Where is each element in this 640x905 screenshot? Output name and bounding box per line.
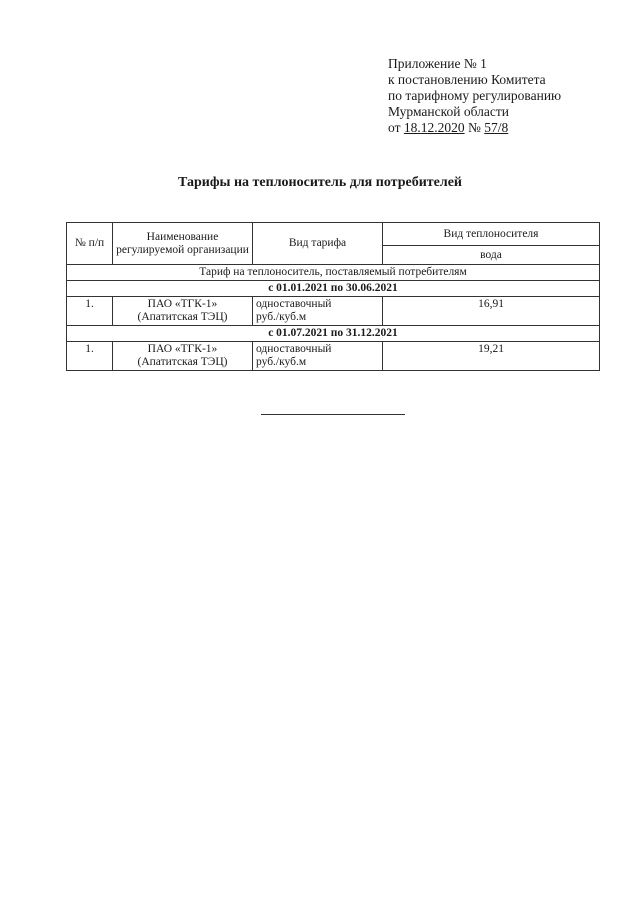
- appendix-line-1: Приложение № 1: [388, 56, 487, 71]
- row-org: [113, 297, 253, 326]
- table-row: [67, 297, 600, 326]
- period-label: с 01.07.2021 по 31.12.2021: [67, 326, 600, 342]
- header-tariff-type: Вид тарифа: [253, 223, 383, 265]
- header-org: Наименование регулируемой организации: [113, 223, 253, 265]
- appendix-line-3: по тарифному регулированию: [388, 88, 562, 103]
- table-row: [67, 342, 600, 371]
- number-prefix: №: [464, 120, 485, 135]
- row-org-name: ПАО «ТГК-1»: [147, 298, 218, 310]
- row-tariff-type: одноставочный: [256, 298, 332, 310]
- period-row: [67, 326, 600, 342]
- tariff-table: [66, 222, 600, 371]
- header-row: [67, 223, 600, 246]
- resolution-number: 57/8: [484, 120, 509, 135]
- appendix-line-4: Мурманской области: [388, 104, 509, 119]
- row-tariff: [253, 297, 383, 326]
- row-value: 16,91: [383, 297, 600, 326]
- row-org-name: ПАО «ТГК-1»: [147, 343, 218, 355]
- resolution-date: 18.12.2020: [403, 120, 465, 135]
- header-carrier: вода: [383, 246, 600, 265]
- header-carrier-type: Вид теплоносителя: [383, 223, 600, 246]
- row-tariff-type: одноставочный: [256, 343, 332, 355]
- header-num: № п/п: [67, 223, 113, 265]
- row-num: 1.: [67, 297, 113, 326]
- row-num: 1.: [67, 342, 113, 371]
- appendix-line-2: к постановлению Комитета: [388, 72, 546, 87]
- row-tariff-unit: руб./куб.м: [256, 356, 307, 368]
- row-org-branch: (Апатитская ТЭЦ): [137, 356, 228, 368]
- separator-line: [261, 414, 405, 415]
- appendix-block: [388, 56, 561, 136]
- appendix-date-line: [388, 120, 561, 136]
- row-tariff: [253, 342, 383, 371]
- row-tariff-unit: руб./куб.м: [256, 311, 307, 323]
- section-row: [67, 265, 600, 281]
- period-row: [67, 281, 600, 297]
- period-label: с 01.01.2021 по 30.06.2021: [67, 281, 600, 297]
- row-value: 19,21: [383, 342, 600, 371]
- date-prefix: от: [388, 120, 404, 135]
- row-org: [113, 342, 253, 371]
- section-title: Тариф на теплоноситель, поставляемый потребителям: [67, 265, 600, 281]
- document-title: Тарифы на теплоноситель для потребителей: [178, 175, 462, 190]
- row-org-branch: (Апатитская ТЭЦ): [137, 311, 228, 323]
